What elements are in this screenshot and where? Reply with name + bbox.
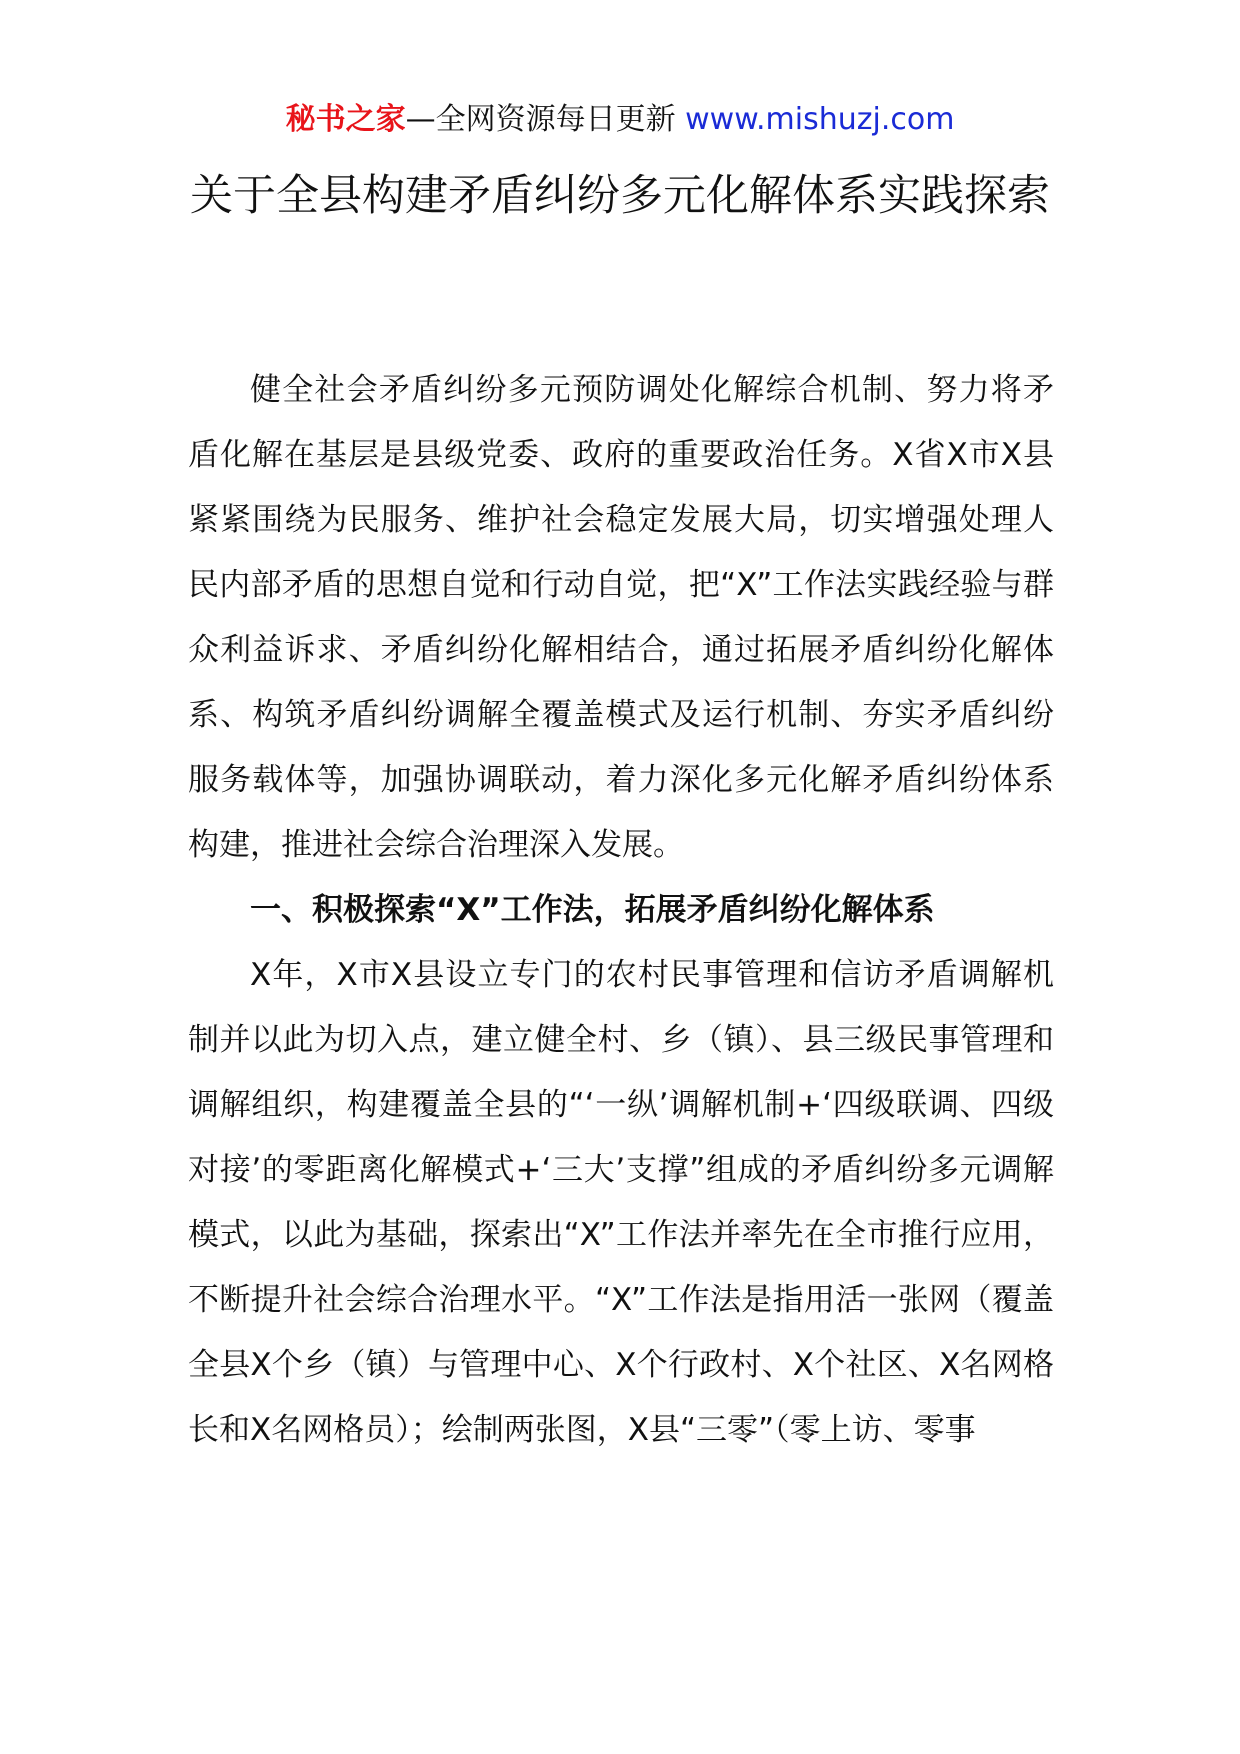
site-header [0, 100, 1240, 140]
section-heading: 一、积极探索“X”工作法，拓展矛盾纠纷化解体系 [250, 892, 935, 928]
intro-paragraph: 健全社会矛盾纠纷多元预防调处化解综合机制、努力将矛盾化解在基层是县级党委、政府的重要政治任务。X省X市X县紧紧围绕为民服务、维护社会稳定发展大局，切实增强处理人民内部矛盾的思想自觉和行动自觉，把“X”工作法实践经验与群众利益诉求、矛盾纠纷化解相结合，通过拓展矛盾纠纷化解体系、构筑矛盾纠纷调解全覆盖模式及运行机制、夯实矛盾纠纷服务载体等，加强协调联动，着力深化多元化解矛盾纠纷体系构建，推进社会综合治理深入发展。 [188, 372, 1054, 863]
document-title: 关于全县构建矛盾纠纷多元化解体系实践探索 [190, 171, 1050, 221]
document-body [188, 358, 1054, 1463]
brand-name: 秘书之家 [285, 102, 406, 137]
site-tagline: —全网资源每日更新 [405, 102, 686, 137]
site-url[interactable]: www.mishuzj.com [685, 102, 955, 137]
section-paragraph: X年，X市X县设立专门的农村民事管理和信访矛盾调解机制并以此为切入点，建立健全村、乡（镇）、县三级民事管理和调解组织，构建覆盖全县的“‘一纵’调解机制+‘四级联调、四级对接’的零距离化解模式+‘三大’支撑”组成的矛盾纠纷多元调解模式，以此为基础，探索出“X”工作法并率先在全市推行应用，不断提升社会综合治理水平。“X”工作法是指用活一张网（覆盖全县X个乡（镇）与管理中心、X个行政村、X个社区、X名网格长和X名网格员）；绘制两张图，X县“三零”（零上访、零事 [188, 957, 1054, 1448]
